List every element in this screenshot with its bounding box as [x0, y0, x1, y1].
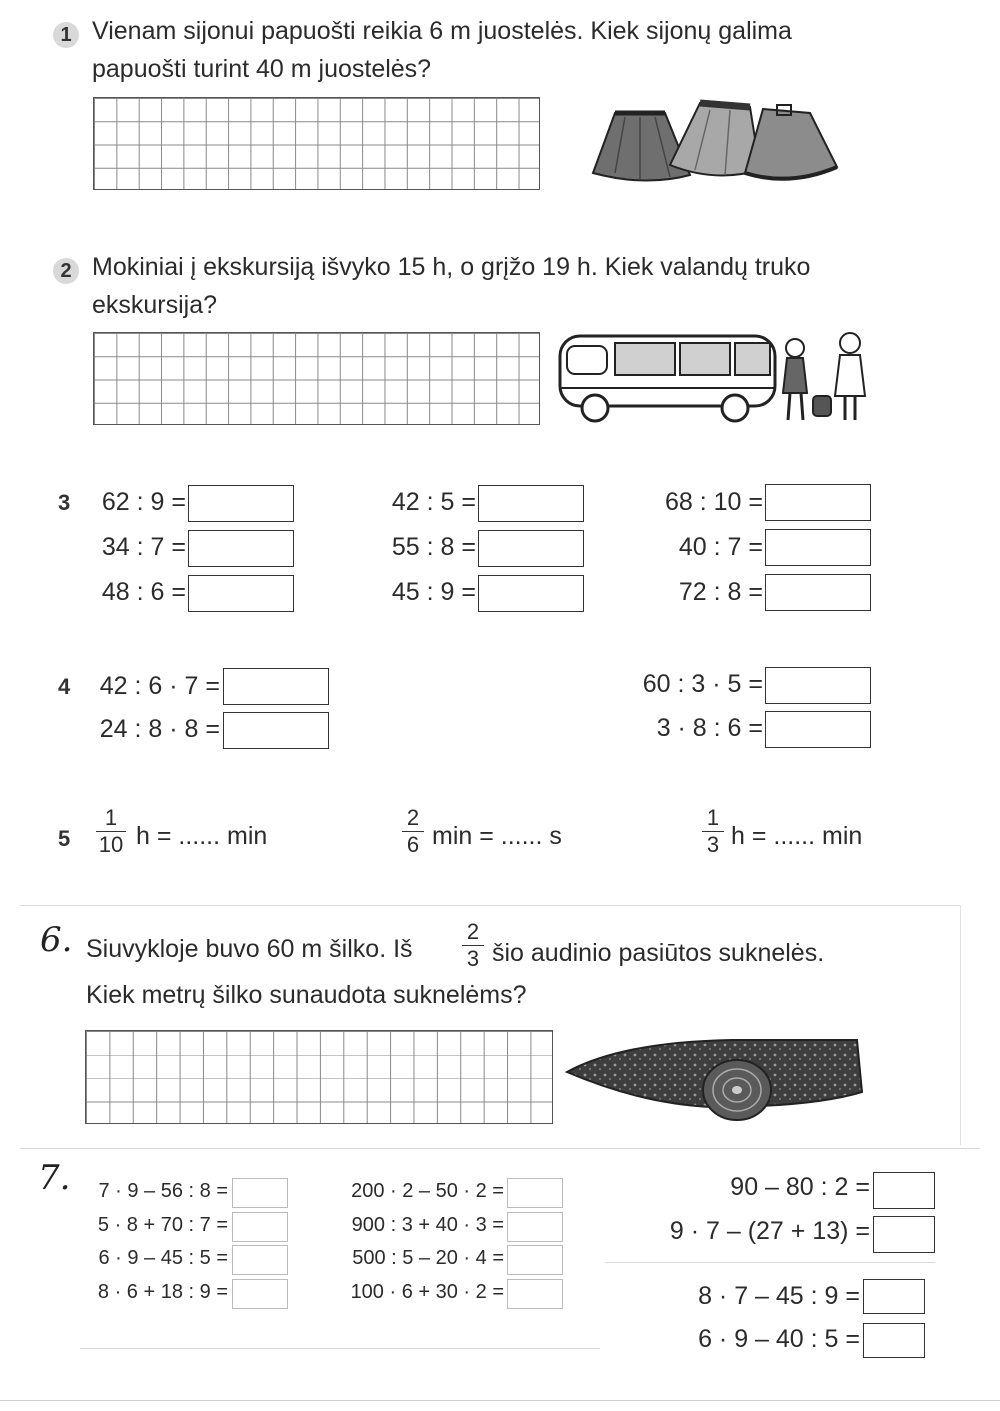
- ex7-col1-row4-expr: 8 · 6 + 18 : 9 =: [97, 1281, 228, 1303]
- ex3-col1-row2-expr: 34 : 7 =: [101, 533, 186, 561]
- ex7-right-bottom-row2-expr: 6 · 9 – 40 : 5 =: [698, 1325, 860, 1353]
- exercise-1-number: 1: [53, 22, 79, 48]
- ex5-item2-rest: min = ...... s: [432, 822, 562, 850]
- ex5-item1-rest: h = ...... min: [136, 822, 268, 850]
- ex7-col1-row1-expr: 7 · 9 – 56 : 8 =: [98, 1180, 228, 1202]
- ex5-item3-numerator: 1: [706, 805, 720, 830]
- ex3-col1-row3-answer[interactable]: [188, 575, 294, 612]
- ex7-col2-row1-expr: 200 · 2 – 50 · 2 =: [351, 1180, 504, 1202]
- ex3-col2-row2-expr: 55 : 8 =: [391, 533, 476, 561]
- ex7-right-top-row1-expr: 90 – 80 : 2 =: [730, 1173, 870, 1201]
- ex3-col3-row2-expr: 40 : 7 =: [678, 533, 763, 561]
- exercise-6-text-line2: Kiek metrų šilko sunaudota suknelėms?: [86, 981, 527, 1009]
- ex4-left-row1-answer[interactable]: [223, 668, 329, 705]
- ex7-col2-row4-answer[interactable]: [507, 1279, 563, 1309]
- ex3-col2-row3-expr: 45 : 9 =: [391, 578, 476, 606]
- ex7-col2-row4-expr: 100 · 6 + 30 · 2 =: [350, 1281, 504, 1303]
- exercise-6-text-line1-a: Siuvykloje buvo 60 m šilko. Iš: [86, 935, 413, 963]
- exercise-2-text-line2: ekskursija?: [92, 291, 218, 319]
- exercise-5-number: 5: [58, 826, 71, 851]
- ex6-fraction: [462, 920, 484, 971]
- ex7-col1-row3-answer[interactable]: [232, 1245, 288, 1275]
- ex5-item1-fraction: [96, 806, 126, 857]
- ex3-col2-row2-answer[interactable]: [478, 530, 584, 567]
- ex7-right-top-row2-answer[interactable]: [873, 1216, 935, 1253]
- ex7-right-bottom-row1-expr: 8 · 7 – 45 : 9 =: [698, 1282, 860, 1310]
- ex5-item3-denominator: 3: [706, 832, 720, 857]
- ex7-right-top-row2-expr: 9 · 7 – (27 + 13) =: [669, 1217, 870, 1245]
- section-divider-middle: [20, 1148, 980, 1149]
- exercise-6-text-line1-b: šio audinio pasiūtos suknelės.: [492, 939, 825, 967]
- ex6-denominator: 3: [466, 946, 480, 971]
- ex7-right-bottom-row2-answer[interactable]: [863, 1323, 925, 1358]
- ex5-item1-numerator: 1: [104, 805, 118, 830]
- exercise-1-text-line1: Vienam sijonui papuošti reikia 6 m juostelės. Kiek sijonų galima: [92, 17, 792, 45]
- exercise-2-answer-grid[interactable]: [93, 332, 540, 425]
- ex7-col2-row1-answer[interactable]: [507, 1178, 563, 1208]
- ex5-item2-numerator: 2: [406, 805, 420, 830]
- ex4-right-row2-answer[interactable]: [765, 711, 871, 748]
- ex4-left-row1-expr: 42 : 6 · 7 =: [99, 672, 220, 700]
- ex3-col3-row3-expr: 72 : 8 =: [678, 578, 763, 606]
- ex3-col3-row3-answer[interactable]: [765, 574, 871, 611]
- exercise-6-number: 6.: [40, 920, 73, 960]
- ex4-right-row2-expr: 3 · 8 : 6 =: [656, 714, 763, 742]
- fabric-roll-picture: [562, 1032, 867, 1124]
- ex3-col1-row3-expr: 48 : 6 =: [101, 578, 186, 606]
- ex7-col2-row3-answer[interactable]: [507, 1245, 563, 1275]
- ex3-col3-row2-answer[interactable]: [765, 529, 871, 566]
- ex5-item3-rest: h = ...... min: [731, 822, 863, 850]
- exercise-4-number: 4: [58, 674, 71, 699]
- ex3-col2-row1-expr: 42 : 5 =: [391, 488, 476, 516]
- ex6-numerator: 2: [466, 919, 480, 944]
- ex3-col3-row1-expr: 68 : 10 =: [665, 488, 763, 516]
- ex7-col1-row2-answer[interactable]: [232, 1212, 288, 1242]
- ex3-col1-row1-expr: 62 : 9 =: [101, 488, 186, 516]
- section-divider-right: [960, 905, 961, 1145]
- ex7-col2-row3-expr: 500 : 5 – 20 · 4 =: [352, 1247, 504, 1269]
- exercise-3-number: 3: [58, 490, 71, 515]
- exercise-2-text-line1: Mokiniai į ekskursiją išvyko 15 h, o grįžo 19 h. Kiek valandų truko: [92, 253, 811, 281]
- exercise-1-text-line2: papuošti turint 40 m juostelės?: [92, 55, 432, 83]
- ex3-col2-row1-answer[interactable]: [478, 485, 584, 522]
- ex3-col1-row2-answer[interactable]: [188, 530, 294, 567]
- ex3-col1-row1-answer[interactable]: [188, 485, 294, 522]
- ex4-right-row1-expr: 60 : 3 · 5 =: [642, 670, 763, 698]
- ex5-item1-denominator: 10: [98, 832, 124, 857]
- ex7-right-top-row1-answer[interactable]: [873, 1172, 935, 1209]
- exercise-6-answer-grid[interactable]: [85, 1030, 553, 1124]
- bus-with-children-picture: [555, 328, 875, 428]
- ex7-right-bottom-row1-answer[interactable]: [863, 1279, 925, 1314]
- ex4-right-row1-answer[interactable]: [765, 667, 871, 704]
- ex4-left-row2-answer[interactable]: [223, 712, 329, 749]
- ex4-left-row2-expr: 24 : 8 · 8 =: [99, 715, 220, 743]
- exercise-7-number: 7.: [38, 1158, 71, 1198]
- ex7-col1-row4-answer[interactable]: [232, 1279, 288, 1309]
- ex7-col1-row2-expr: 5 · 8 + 70 : 7 =: [97, 1214, 228, 1236]
- ex7-col1-row3-expr: 6 · 9 – 45 : 5 =: [98, 1247, 228, 1269]
- exercise-2-number: 2: [53, 258, 79, 284]
- ex7-col2-row2-answer[interactable]: [507, 1212, 563, 1242]
- exercise-1-answer-grid[interactable]: [93, 97, 540, 190]
- ex7-bottom-divider-left: [80, 1348, 600, 1349]
- skirts-picture: [585, 95, 845, 190]
- ex7-col2-row2-expr: 900 : 3 + 40 · 3 =: [351, 1214, 504, 1236]
- ex3-col2-row3-answer[interactable]: [478, 575, 584, 612]
- ex7-col1-row1-answer[interactable]: [232, 1178, 288, 1208]
- ex7-right-divider: [605, 1262, 935, 1263]
- ex5-item2-denominator: 6: [406, 832, 420, 857]
- section-divider-top: [20, 905, 960, 906]
- page-bottom-divider: [0, 1400, 1000, 1401]
- ex5-item2-fraction: [402, 806, 424, 857]
- ex3-col3-row1-answer[interactable]: [765, 484, 871, 521]
- ex5-item3-fraction: [702, 806, 724, 857]
